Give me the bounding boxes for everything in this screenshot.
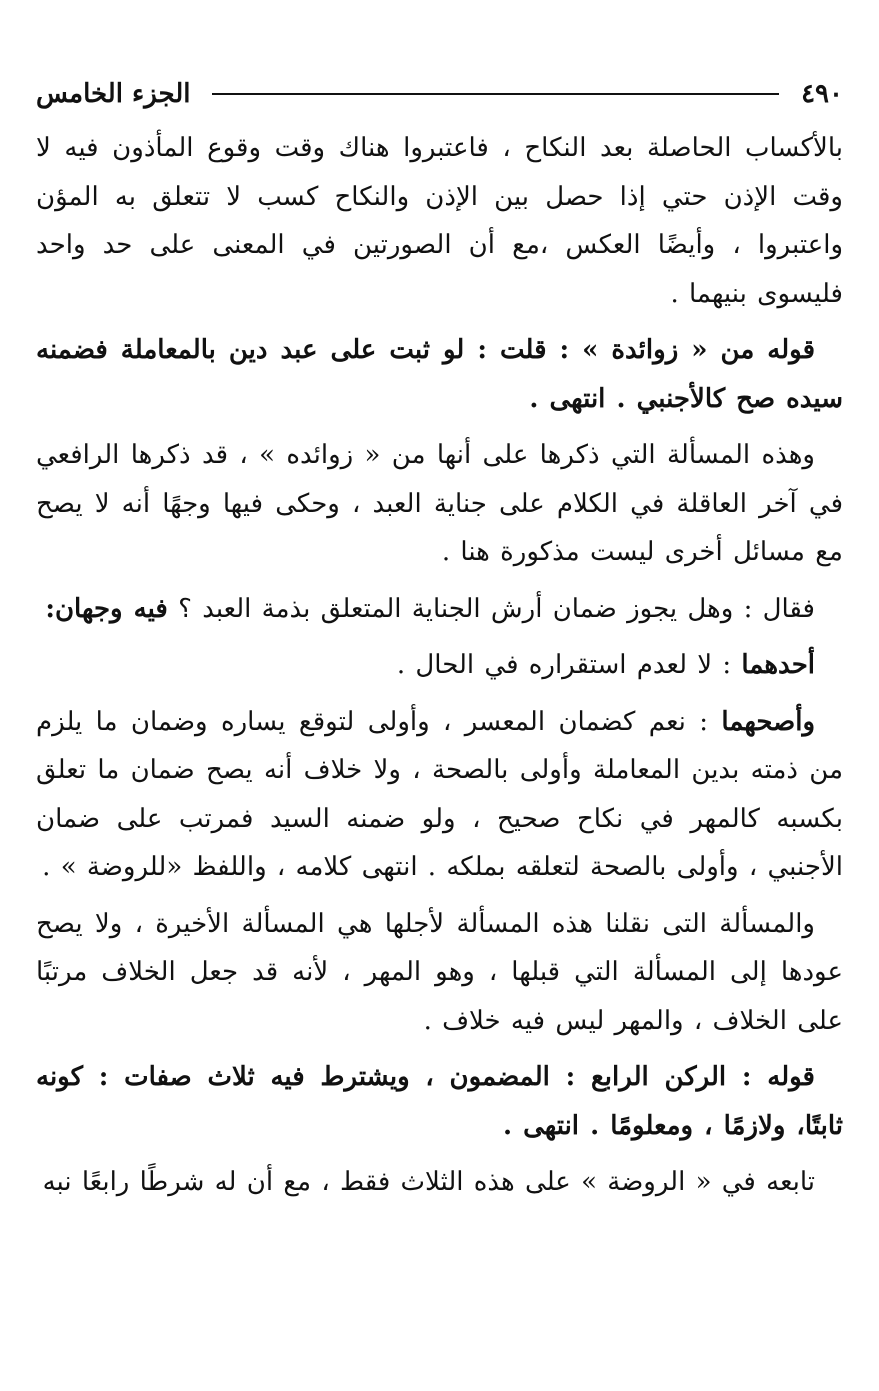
paragraph-text: : لا لعدم استقراره في الحال .	[396, 650, 742, 680]
paragraph-text: وهذه المسألة التي ذكرها على أنها من « زوائده » ، قد ذكرها الرافعي في آخر العاقلة في الكلام على جناية العبد ، وحكى فيها وجهًا أنه لا يصح مع مسائل أخرى ليست مذكورة هنا .	[36, 440, 843, 567]
paragraph-analysis	[36, 900, 843, 1046]
page-header	[36, 72, 843, 116]
paragraph-text: فقال : وهل يجوز ضمان أرش الجناية المتعلق بذمة العبد ؟	[167, 593, 815, 624]
two-views-label: فيه وجهان:	[45, 593, 168, 624]
paragraph-text: بالأكساب الحاصلة بعد النكاح ، فاعتبروا هناك وقت وقوع المأذون فيه لا وقت الإذن حتي إذا حصل بين الإذن والنكاح كسب لا تتعلق به المؤن واعتبروا ، وأيضًا العكس ،مع أن الصورتين في المعنى على حد واحد فليسوى بنيهما .	[36, 133, 843, 309]
paragraph-text: تابعه في « الروضة » على هذه الثلاث فقط ، مع أن له شرطًا رابعًا نبه	[42, 1167, 815, 1197]
paragraph-question	[36, 585, 843, 634]
paragraph-text: : نعم كضمان المعسر ، وأولى لتوقع يساره وضمان ما يلزم من ذمته بدين المعاملة وأولى بالصحة ، ولا خلاف أنه يصح ضمان ما تعلق بكسبه كالمهر في نكاح صحيح ، ولو ضمنه السيد فمرتب على ضمان الأجنبي ، وأولى بالصحة لتعلقه بملكه . انتهى كلامه ، واللفظ «للروضة » .	[36, 706, 843, 882]
paragraph-text: قوله : الركن الرابع : المضمون ، ويشترط فيه ثلاث صفات : كونه ثابتًا، ولازمًا ، ومعلومًا . انتهى .	[36, 1062, 843, 1141]
first-view-label: أحدهما	[741, 650, 815, 680]
running-title: الجزء الخامس	[36, 79, 191, 109]
paragraph-text: والمسألة التى نقلنا هذه المسألة لأجلها هي المسألة الأخيرة ، ولا يصح عودها إلى المسألة التي قبلها ، وهو المهر ، لأنه قد جعل الخلاف مرتبًا على الخلاف ، والمهر ليس فيه خلاف .	[36, 908, 843, 1036]
paragraph-final	[36, 1158, 843, 1207]
header-rule	[212, 93, 779, 95]
paragraph-first-view	[36, 641, 843, 690]
quoted-statement-zawaid	[36, 326, 843, 423]
paragraph-correct-view	[36, 698, 843, 892]
quoted-statement-fourth-pillar	[36, 1053, 843, 1150]
paragraph-commentary	[36, 431, 843, 577]
correct-view-label: وأصحهما	[721, 706, 815, 737]
page-number: ٤٩٠	[801, 79, 843, 109]
paragraph-text: قوله من « زوائدة » : قلت : لو ثبت على عبد دين بالمعاملة فضمنه سيده صح كالأجنبي . انتهى .	[36, 335, 843, 414]
paragraph-continuation	[36, 124, 843, 318]
